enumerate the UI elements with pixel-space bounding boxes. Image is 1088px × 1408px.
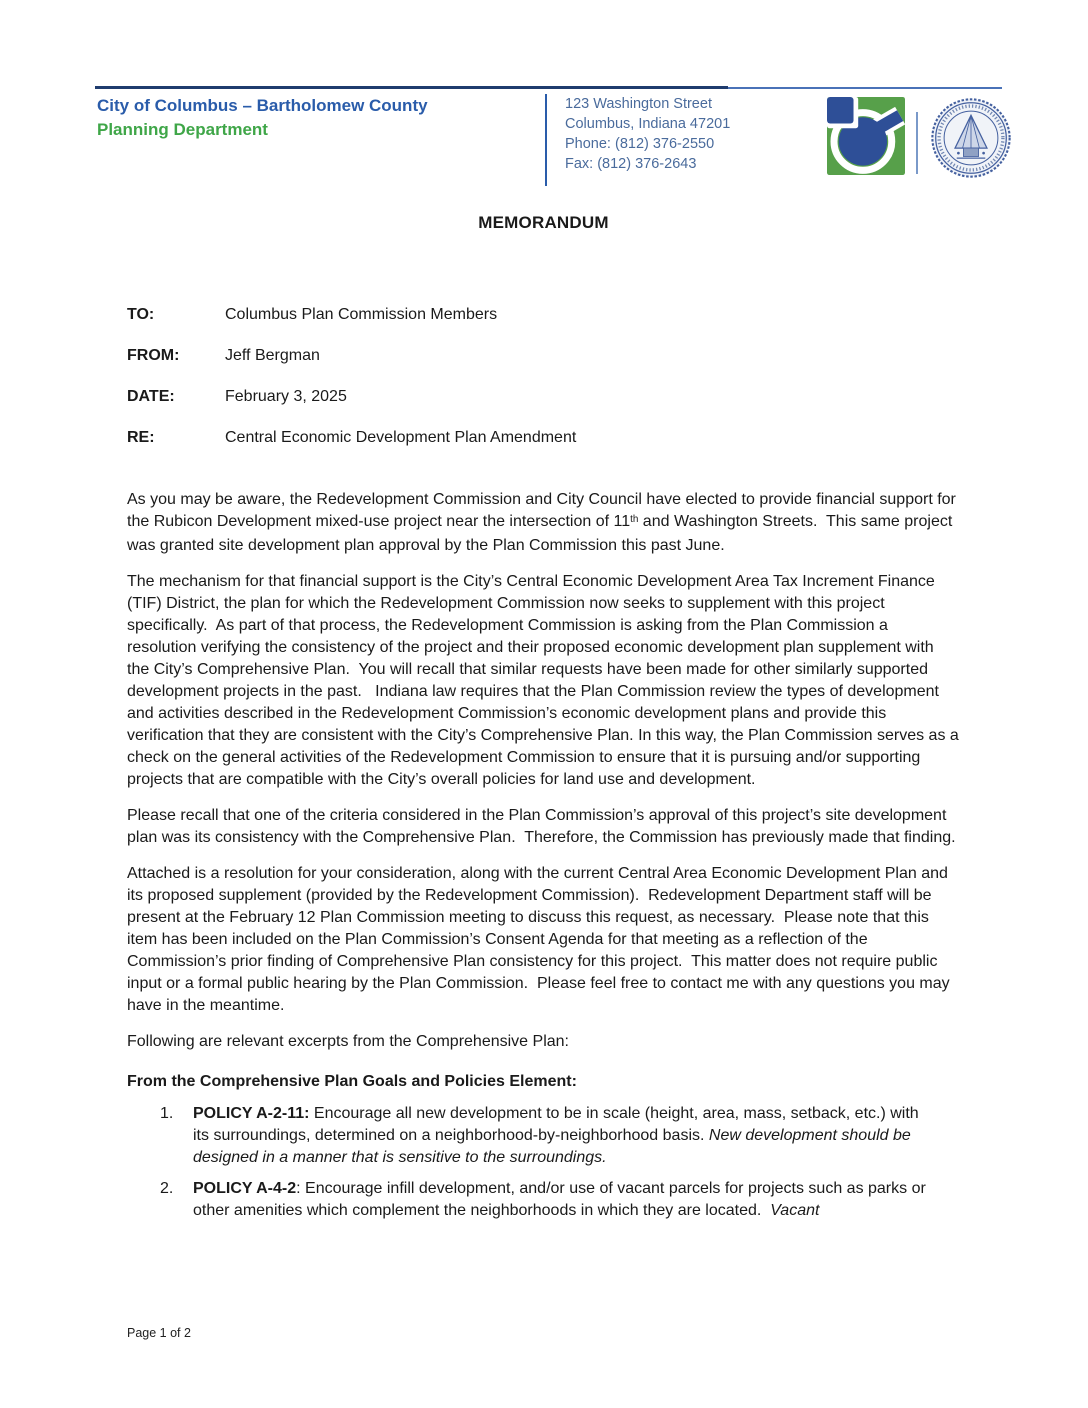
department-name: Planning Department xyxy=(97,120,268,139)
policy-item-1-text xyxy=(193,1103,960,1169)
address-city: Columbus, Indiana 47201 xyxy=(565,116,731,132)
field-re xyxy=(127,427,960,449)
policy-item-1 xyxy=(160,1103,960,1169)
header-rule-dark xyxy=(95,86,728,89)
paragraph-2: The mechanism for that financial support is the City’s Central Economic Development Area Tax Increment Finance (TIF) District, the plan for which the Redevelopment Commission now seeks to supplement with this project specifically. As part of that process, the Redevelopment Commission is asking from the Plan Commission a resolution verifying the consistency of the project and their proposed economic development plan supplement with the City’s Comprehensive Plan. You will recall that similar requests have been made for other similarly supported development projects in the past. Indiana law requires that the Plan Commission review the types of development and activities described in the Redevelopment Commission’s economic development plans and provide this verification that they are consistent with the City’s Comprehensive Plan. In this way, the Plan Commission serves as a check on the general activities of the Redevelopment Commission to ensure that it is pursuing and/or supporting projects that are compatible with the City’s overall policies for land use and development. xyxy=(127,573,964,788)
field-date xyxy=(127,386,960,408)
policy-list xyxy=(127,1103,960,1222)
memo-fields xyxy=(127,304,960,449)
memo-title: MEMORANDUM xyxy=(478,213,609,232)
policy-item-1-italic: New development should be designed in a manner that is sensitive to the surroundings. xyxy=(193,1127,916,1166)
field-to xyxy=(127,304,960,326)
section-heading: From the Comprehensive Plan Goals and Policies Element: xyxy=(127,1073,577,1090)
policy-item-2-body: : Encourage infill development, and/or use of vacant parcels for projects such as parks or other amenities which complement the neighborhoods in which they are located. xyxy=(193,1180,931,1219)
paragraph-4: Attached is a resolution for your consideration, along with the current Central Area Economic Development Plan and its proposed supplement (provided by the Redevelopment Commission). Redevelopment Department staff will be present at the February 12 Plan Commission meeting to discuss this request, as necessary. Please note that this item has been included on the Plan Commission’s Consent Agenda for that meeting as a reflection of the Commission’s prior finding of Comprehensive Plan consistency for this project. This matter does not require public input or a formal public hearing by the Plan Commission. Please feel free to contact me with any questions you may have in the meantime. xyxy=(127,865,955,1014)
policy-item-2-text xyxy=(193,1178,960,1222)
paragraph-1-text-a: As you may be aware, the Redevelopment Commission and City Council have elected to provide financial support for the Rubicon Development mixed-use project near the intersection of 11 xyxy=(127,491,961,530)
paragraph-3: Please recall that one of the criteria considered in the Plan Commission’s approval of this project’s site development plan was its consistency with the Comprehensive Plan. Therefore, the Commission has previously made that finding. xyxy=(127,807,956,846)
field-to-label: TO: xyxy=(127,306,155,323)
header-rule-light xyxy=(728,87,1002,89)
letterhead-address-block xyxy=(545,94,730,186)
policy-item-1-label: POLICY A-2-11: xyxy=(193,1105,310,1122)
field-from-label: FROM: xyxy=(127,347,180,364)
policy-item-2-italic: Vacant xyxy=(770,1202,820,1219)
policy-item-1-number: 1. xyxy=(160,1105,174,1122)
field-re-label: RE: xyxy=(127,429,155,446)
policy-item-2 xyxy=(160,1178,960,1222)
memo-content xyxy=(127,212,964,1231)
field-re-value: Central Economic Development Plan Amendment xyxy=(225,429,577,446)
org-name: City of Columbus – Bartholomew County xyxy=(97,96,428,115)
letterhead-org-block xyxy=(97,94,428,142)
paragraph-1-text-b: and Washington Streets. This same project was granted site development plan approval by the Plan Commission this past June. xyxy=(127,513,957,554)
logo-divider xyxy=(916,112,918,174)
page-number: Page 1 of 2 xyxy=(127,1326,191,1340)
field-from xyxy=(127,345,960,367)
paragraph-1-superscript: th xyxy=(630,513,639,525)
policy-item-2-number: 2. xyxy=(160,1180,174,1197)
field-date-label: DATE: xyxy=(127,388,175,405)
paragraph-1 xyxy=(127,489,960,557)
address-fax: Fax: (812) 376-2643 xyxy=(565,156,697,172)
policy-item-2-label: POLICY A-4-2 xyxy=(193,1180,297,1197)
bartholomew-county-seal-icon xyxy=(929,96,1013,180)
columbus-c-logo-icon xyxy=(827,97,905,175)
field-date-value: February 3, 2025 xyxy=(225,388,347,405)
field-from-value: Jeff Bergman xyxy=(225,347,320,364)
address-phone: Phone: (812) 376-2550 xyxy=(565,136,715,152)
policy-item-1-body: Encourage all new development to be in scale (height, area, mass, setback, etc.) with its surroundings, determined on a neighborhood-by-neighborhood basis. xyxy=(193,1105,924,1144)
address-street: 123 Washington Street xyxy=(565,96,712,112)
field-to-value: Columbus Plan Commission Members xyxy=(225,306,498,323)
paragraph-following: Following are relevant excerpts from the Comprehensive Plan: xyxy=(127,1033,569,1050)
